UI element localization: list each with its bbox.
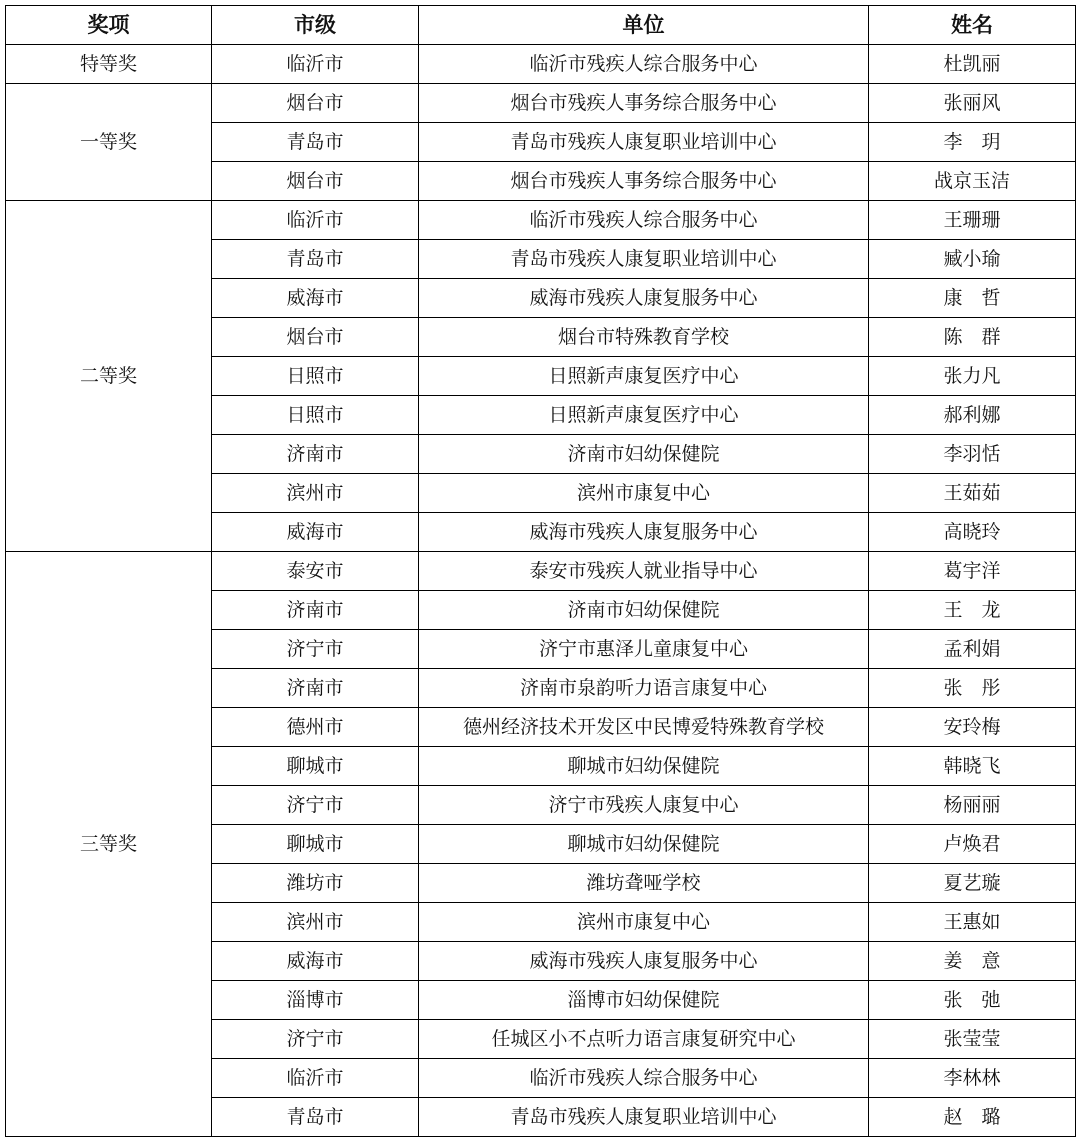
name-cell: 李 玥 (869, 123, 1076, 162)
name-cell: 王茹茹 (869, 474, 1076, 513)
name-cell: 杜凯丽 (869, 45, 1076, 84)
unit-cell: 淄博市妇幼保健院 (419, 981, 869, 1020)
unit-cell: 济宁市残疾人康复中心 (419, 786, 869, 825)
city-cell: 淄博市 (212, 981, 419, 1020)
table-row (6, 45, 1076, 84)
award-level-cell: 特等奖 (6, 45, 212, 84)
name-cell: 李林林 (869, 1059, 1076, 1098)
city-cell: 青岛市 (212, 1098, 419, 1137)
name-cell: 张莹莹 (869, 1020, 1076, 1059)
name-cell: 臧小瑜 (869, 240, 1076, 279)
name-cell: 葛宇洋 (869, 552, 1076, 591)
name-cell: 郝利娜 (869, 396, 1076, 435)
city-cell: 日照市 (212, 357, 419, 396)
name-cell: 王惠如 (869, 903, 1076, 942)
name-cell: 孟利娟 (869, 630, 1076, 669)
unit-cell: 滨州市康复中心 (419, 903, 869, 942)
unit-cell: 威海市残疾人康复服务中心 (419, 513, 869, 552)
table-header (6, 6, 1076, 45)
city-cell: 烟台市 (212, 162, 419, 201)
name-cell: 陈 群 (869, 318, 1076, 357)
unit-cell: 德州经济技术开发区中民博爱特殊教育学校 (419, 708, 869, 747)
table-row (6, 201, 1076, 240)
name-cell: 张 弛 (869, 981, 1076, 1020)
name-cell: 李羽恬 (869, 435, 1076, 474)
city-cell: 聊城市 (212, 747, 419, 786)
unit-cell: 济南市妇幼保健院 (419, 591, 869, 630)
name-cell: 韩晓飞 (869, 747, 1076, 786)
unit-cell: 青岛市残疾人康复职业培训中心 (419, 240, 869, 279)
unit-cell: 潍坊聋哑学校 (419, 864, 869, 903)
unit-cell: 日照新声康复医疗中心 (419, 396, 869, 435)
city-cell: 临沂市 (212, 45, 419, 84)
city-cell: 日照市 (212, 396, 419, 435)
award-level-cell: 三等奖 (6, 552, 212, 1137)
table-row (6, 84, 1076, 123)
unit-cell: 聊城市妇幼保健院 (419, 747, 869, 786)
city-cell: 潍坊市 (212, 864, 419, 903)
name-cell: 卢焕君 (869, 825, 1076, 864)
table-body (6, 45, 1076, 1137)
unit-cell: 临沂市残疾人综合服务中心 (419, 201, 869, 240)
unit-cell: 任城区小不点听力语言康复研究中心 (419, 1020, 869, 1059)
header-row (6, 6, 1076, 45)
city-cell: 威海市 (212, 942, 419, 981)
name-cell: 安玲梅 (869, 708, 1076, 747)
unit-cell: 临沂市残疾人综合服务中心 (419, 1059, 869, 1098)
city-cell: 聊城市 (212, 825, 419, 864)
name-cell: 张丽风 (869, 84, 1076, 123)
table-row (6, 552, 1076, 591)
name-cell: 高晓玲 (869, 513, 1076, 552)
city-cell: 济宁市 (212, 630, 419, 669)
unit-cell: 烟台市特殊教育学校 (419, 318, 869, 357)
name-cell: 康 哲 (869, 279, 1076, 318)
name-cell: 王珊珊 (869, 201, 1076, 240)
name-cell: 姜 意 (869, 942, 1076, 981)
city-cell: 济南市 (212, 669, 419, 708)
unit-cell: 青岛市残疾人康复职业培训中心 (419, 1098, 869, 1137)
city-cell: 临沂市 (212, 1059, 419, 1098)
award-list-table (5, 5, 1076, 1137)
name-cell: 赵 璐 (869, 1098, 1076, 1137)
name-cell: 张 彤 (869, 669, 1076, 708)
unit-cell: 济南市妇幼保健院 (419, 435, 869, 474)
city-cell: 威海市 (212, 513, 419, 552)
award-level-cell: 一等奖 (6, 84, 212, 201)
header-name: 姓名 (869, 6, 1076, 45)
unit-cell: 青岛市残疾人康复职业培训中心 (419, 123, 869, 162)
unit-cell: 威海市残疾人康复服务中心 (419, 942, 869, 981)
city-cell: 滨州市 (212, 474, 419, 513)
city-cell: 济宁市 (212, 1020, 419, 1059)
unit-cell: 烟台市残疾人事务综合服务中心 (419, 162, 869, 201)
unit-cell: 烟台市残疾人事务综合服务中心 (419, 84, 869, 123)
city-cell: 青岛市 (212, 123, 419, 162)
city-cell: 济南市 (212, 435, 419, 474)
city-cell: 济南市 (212, 591, 419, 630)
unit-cell: 临沂市残疾人综合服务中心 (419, 45, 869, 84)
city-cell: 烟台市 (212, 84, 419, 123)
city-cell: 临沂市 (212, 201, 419, 240)
unit-cell: 济南市泉韵听力语言康复中心 (419, 669, 869, 708)
unit-cell: 泰安市残疾人就业指导中心 (419, 552, 869, 591)
name-cell: 夏艺璇 (869, 864, 1076, 903)
name-cell: 杨丽丽 (869, 786, 1076, 825)
unit-cell: 济宁市惠泽儿童康复中心 (419, 630, 869, 669)
unit-cell: 聊城市妇幼保健院 (419, 825, 869, 864)
unit-cell: 滨州市康复中心 (419, 474, 869, 513)
city-cell: 济宁市 (212, 786, 419, 825)
city-cell: 滨州市 (212, 903, 419, 942)
name-cell: 战京玉洁 (869, 162, 1076, 201)
name-cell: 张力凡 (869, 357, 1076, 396)
header-unit: 单位 (419, 6, 869, 45)
header-city: 市级 (212, 6, 419, 45)
city-cell: 德州市 (212, 708, 419, 747)
city-cell: 泰安市 (212, 552, 419, 591)
unit-cell: 日照新声康复医疗中心 (419, 357, 869, 396)
award-level-cell: 二等奖 (6, 201, 212, 552)
name-cell: 王 龙 (869, 591, 1076, 630)
unit-cell: 威海市残疾人康复服务中心 (419, 279, 869, 318)
city-cell: 烟台市 (212, 318, 419, 357)
header-award: 奖项 (6, 6, 212, 45)
city-cell: 青岛市 (212, 240, 419, 279)
city-cell: 威海市 (212, 279, 419, 318)
